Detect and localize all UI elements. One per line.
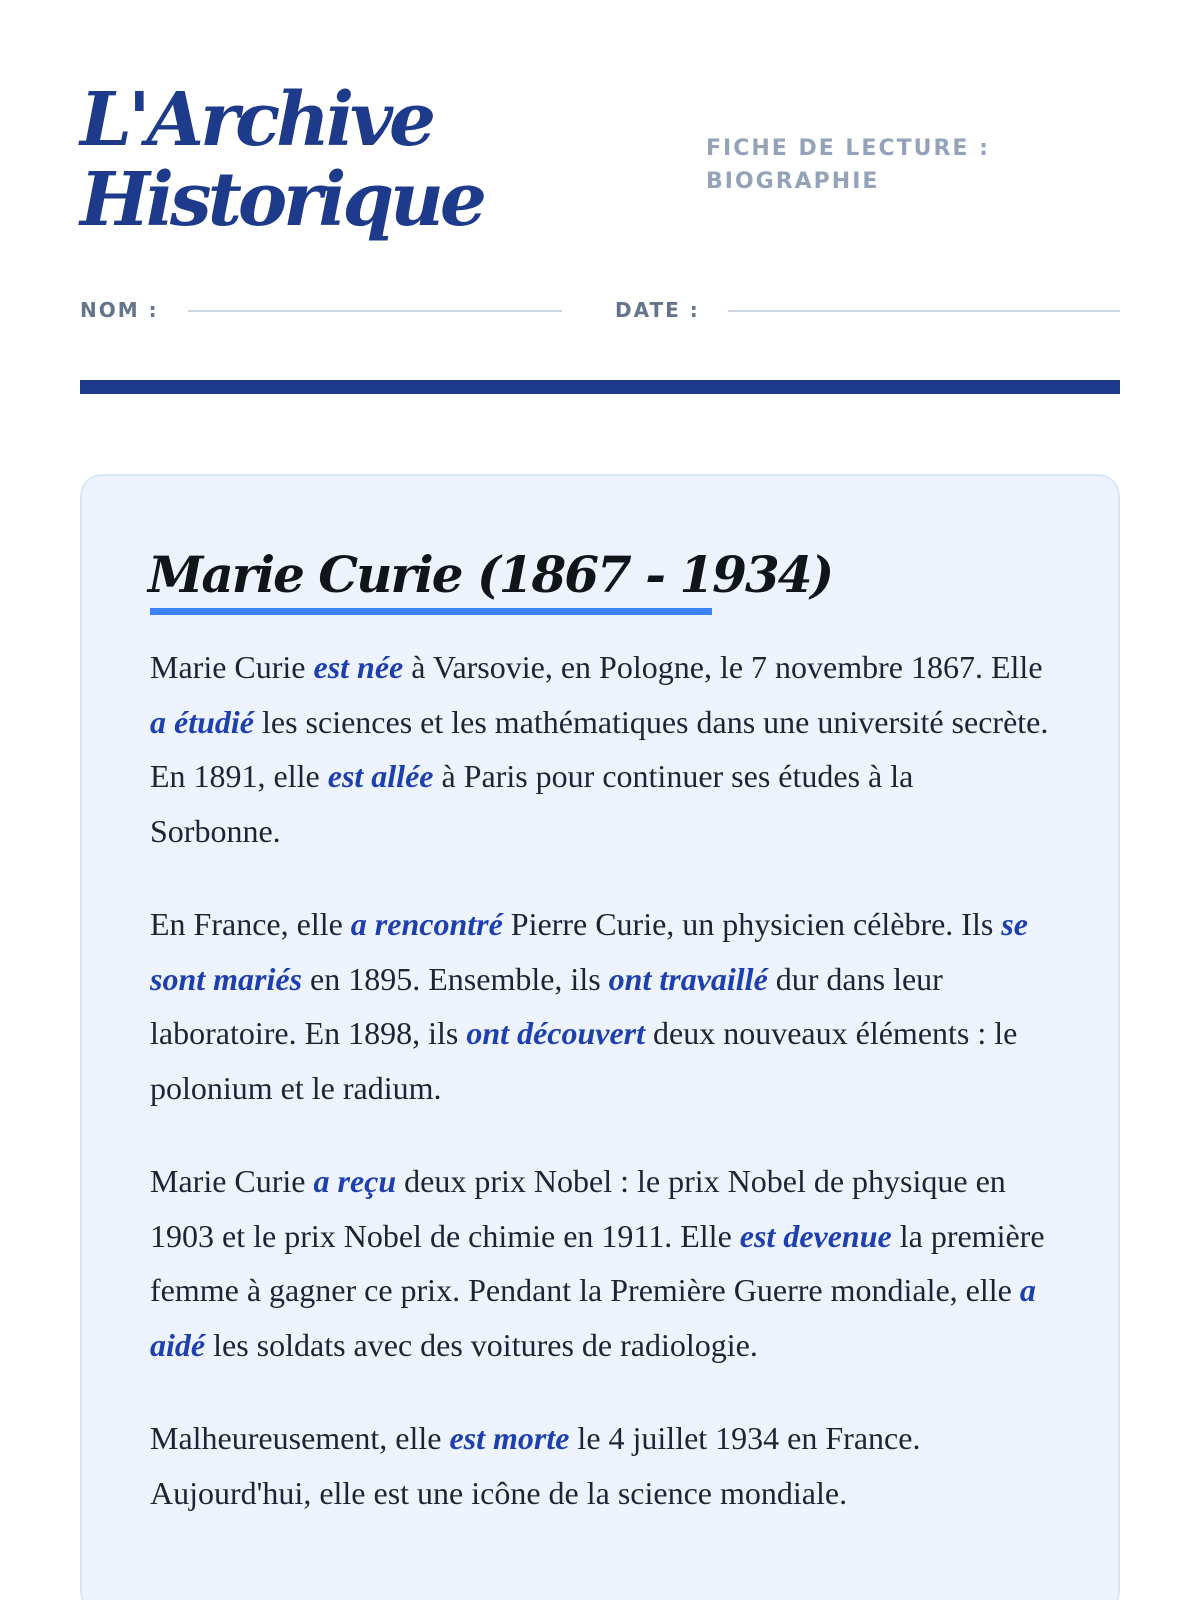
highlighted-verb: a rencontré [350,906,503,942]
paragraph-text: Marie Curie [150,649,314,685]
highlighted-verb: est née [313,649,404,685]
paragraph-text: en 1895. Ensemble, ils [302,960,609,997]
highlighted-verb: a reçu [313,1163,397,1199]
name-label: NOM : [80,298,159,322]
paragraph-text: deux prix Nobel : le prix Nobel de physique en 1903 et le prix Nobel de chimie en 1911. Elle [150,1163,1006,1254]
student-fields [80,290,1120,330]
paragraph-text: En France, elle [150,906,351,942]
biography-paragraph [150,1154,1050,1372]
highlighted-verb: ont découvert [466,1015,646,1051]
paragraph-text: Marie Curie [150,1163,314,1199]
date-label: DATE : [615,298,700,322]
biography-paragraph [150,897,1050,1115]
biography-title: Marie Curie (1867 - 1934) [148,545,833,604]
name-blank-line[interactable] [188,310,562,312]
biography-card [80,474,1120,1600]
highlighted-verb: a étudié [150,703,254,740]
highlighted-verb: ont travaillé [608,960,768,997]
biography-paragraph [150,640,1050,858]
paragraph-text: dur dans leur laboratoire. En 1898, ils [150,960,943,1051]
biography-text [150,640,1050,1559]
sheet-type-line1: FICHE DE LECTURE : [706,136,990,161]
highlighted-verb: est allée [327,758,434,794]
header-divider [80,380,1120,394]
highlighted-verb: se sont mariés [150,906,1028,997]
title-underline [150,608,712,615]
biography-paragraph [150,1411,1050,1520]
brand-title-line2: Historique [80,157,483,243]
page-header [80,77,1120,250]
date-blank-line[interactable] [728,310,1120,312]
paragraph-text: deux nouveaux éléments : le polonium et le radium. [150,1015,1018,1106]
paragraph-text: les soldats avec des voitures de radiologie. [205,1326,758,1363]
paragraph-text: à Paris pour continuer ses études à la Sorbonne. [150,758,914,849]
paragraph-text: les sciences et les mathématiques dans une université secrète. En 1891, elle [150,703,1049,794]
highlighted-verb: est morte [449,1420,570,1456]
paragraph-text: Pierre Curie, un physicien célèbre. Ils [502,906,1002,942]
highlighted-verb: a aidé [150,1272,1036,1363]
paragraph-text: Malheureusement, elle [150,1420,450,1456]
brand-title [80,77,483,243]
sheet-type-line2: BIOGRAPHIE [706,169,880,194]
highlighted-verb: est devenue [739,1217,892,1254]
paragraph-text: la première femme à gagner ce prix. Pendant la Première Guerre mondiale, elle [150,1217,1045,1308]
paragraph-text: à Varsovie, en Pologne, le 7 novembre 1867. Elle [403,649,1043,685]
paragraph-text: le 4 juillet 1934 en France. Aujourd'hui, elle est une icône de la science mondiale. [150,1420,921,1511]
brand-title-line1: L'Archive [80,77,433,163]
sheet-type-label [706,132,1006,198]
